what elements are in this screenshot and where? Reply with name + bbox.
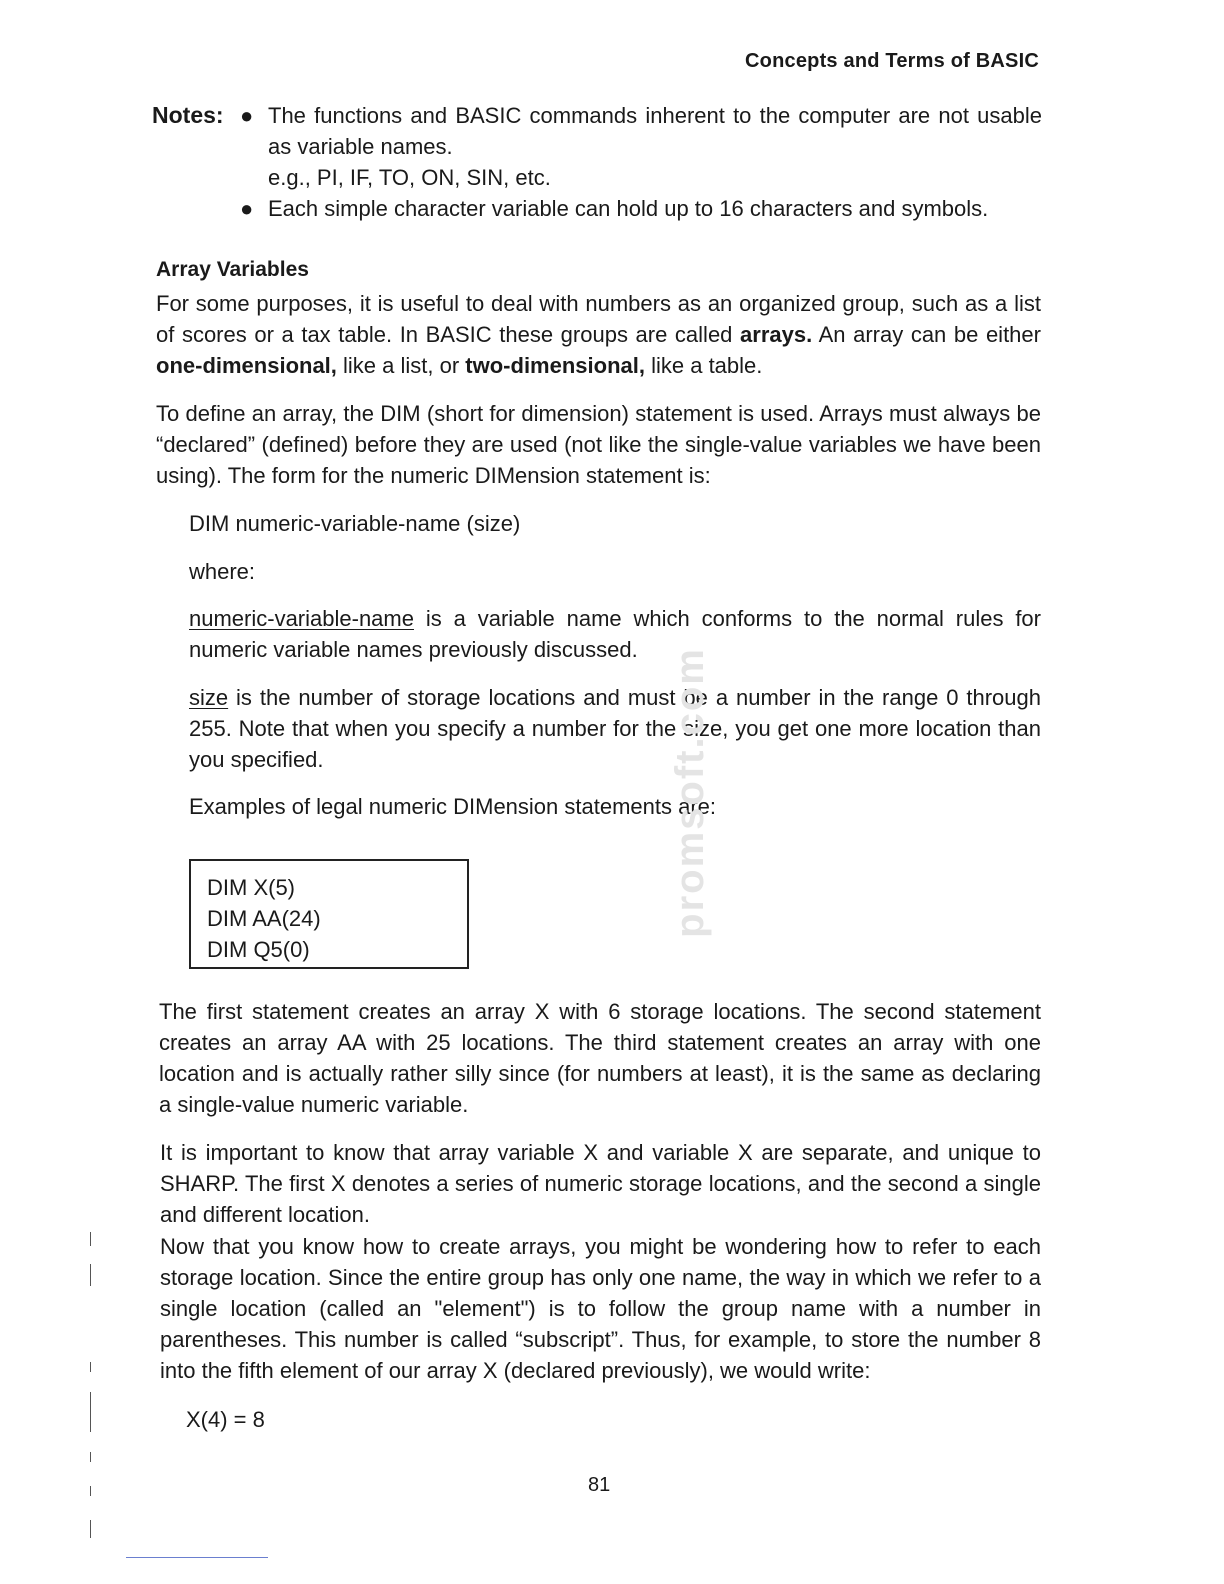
assignment-example: X(4) = 8 [186, 1407, 265, 1432]
para-text: like a table. [644, 353, 763, 378]
note-text: Each simple character variable can hold up to 16 characters and symbols. [268, 196, 989, 221]
para-text: The first statement creates an array X with 6 storage locations. The second statement creates an array AA with 25 locations. The third statement creates an array with one location and is actually rather silly since (for numbers at least), it is the same as declaring a single-value numeric variable. [159, 999, 1041, 1117]
paragraph-subscript [160, 1231, 1041, 1386]
note-text: The functions and BASIC commands inherent to the computer are not usable as variable names. [268, 103, 1042, 159]
margin-mark [90, 1452, 91, 1462]
definition-text: is the number of storage locations and must be a number in the range 0 through 255. Note that when you specify a number for the size, you get one more location than you specified. [189, 685, 1041, 772]
note-example: e.g., PI, IF, TO, ON, SIN, etc. [268, 165, 551, 190]
margin-mark [90, 1520, 91, 1538]
para-text: An array can be either [812, 322, 1041, 347]
term-two-dimensional: two-dimensional, [465, 353, 645, 378]
definition-variable-name [189, 603, 1041, 665]
para-text: Now that you know how to create arrays, you might be wondering how to refer to each storage location. Since the entire group has only one name, the way in which we refer to a single location (called an "element") is to follow the group name with a number in parentheses. This number is called “subscript”. Thus, for example, to store the number 8 into the fifth element of our array X (declared previously), we would write: [160, 1234, 1041, 1383]
margin-mark [90, 1362, 91, 1372]
code-line: DIM AA(24) [207, 906, 321, 931]
margin-mark [90, 1264, 91, 1286]
para-text: like a list, or [336, 353, 466, 378]
note-item [152, 193, 1042, 224]
definition-text: is a variable name which conforms to the normal rules for numeric variable names previously discussed. [189, 606, 1041, 662]
paragraph-examples-explained [159, 996, 1041, 1120]
paragraph-array-vs-variable [160, 1137, 1041, 1230]
page-number: 81 [588, 1474, 611, 1496]
code-example-box [189, 859, 469, 969]
where-label: where: [189, 559, 256, 584]
code-line: DIM Q5(0) [207, 937, 310, 962]
term-numeric-variable-name: numeric-variable-name [189, 606, 414, 631]
page-edge-line [126, 1557, 268, 1558]
examples-intro: Examples of legal numeric DIMension statements are: [189, 794, 717, 819]
section-heading: Array Variables [156, 258, 309, 281]
definition-size [189, 682, 1041, 775]
bullet-icon: ● [240, 196, 254, 221]
margin-mark [90, 1486, 91, 1496]
notes-block [152, 100, 1042, 224]
margin-mark [90, 1232, 91, 1246]
code-line: DIM X(5) [207, 875, 295, 900]
term-one-dimensional: one-dimensional, [156, 353, 337, 378]
margin-mark [90, 1392, 91, 1432]
note-item [152, 100, 1042, 193]
para-text: It is important to know that array variable X and variable X are separate, and unique to SHARP. The first X denotes a series of numeric storage locations, and the second a single and different location. [160, 1140, 1041, 1227]
term-size: size [189, 685, 229, 710]
para-text: To define an array, the DIM (short for dimension) statement is used. Arrays must always be “declared” (defined) before they are used (not like the single-value variables we have been using). The form for the numeric DIMension statement is: [156, 401, 1041, 488]
page-header: Concepts and Terms of BASIC [745, 50, 1039, 72]
syntax-line: DIM numeric-variable-name (size) [189, 511, 521, 536]
notes-label: Notes: [152, 102, 224, 128]
paragraph-arrays-intro [156, 288, 1041, 381]
para-text: For some purposes, it is useful to deal with numbers as an organized group, such as a list of scores or a tax table. In BASIC these groups are called [156, 291, 1041, 347]
term-arrays: arrays. [740, 322, 813, 347]
bullet-icon: ● [240, 103, 254, 128]
watermark: promsoft.com [667, 647, 712, 938]
paragraph-dim-definition [156, 398, 1041, 491]
